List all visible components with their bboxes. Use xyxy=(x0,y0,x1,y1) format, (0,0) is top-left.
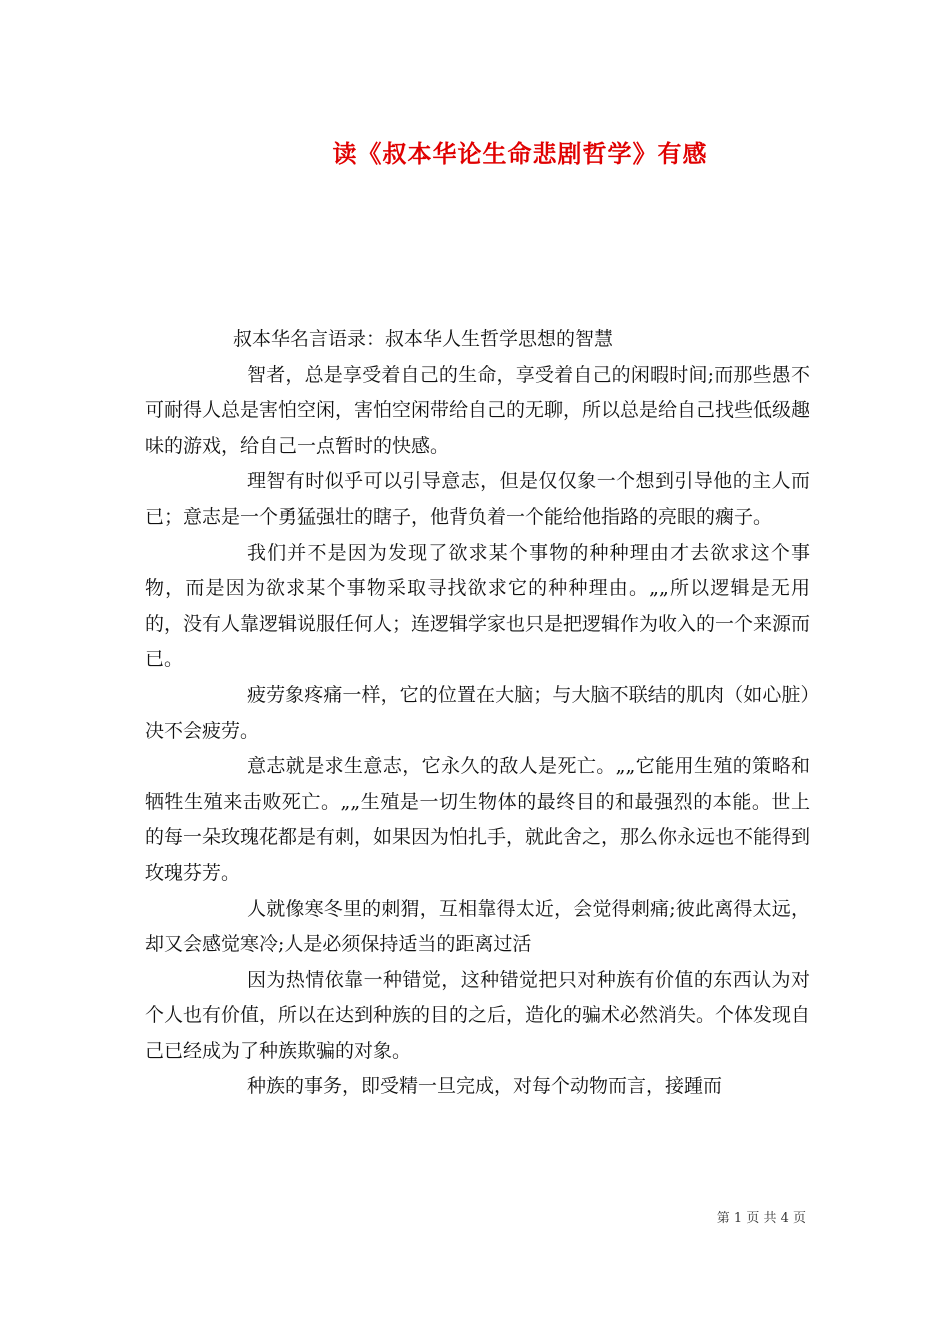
paragraph-2: 智者，总是享受着自己的生命，享受着自己的闲暇时间;而那些愚不可耐得人总是害怕空闲，害怕空闲带给自己的无聊，所以总是给自己找些低级趣味的游戏，给自己一点暂时的快感。 xyxy=(145,363,811,457)
paragraph-4: 我们并不是因为发现了欲求某个事物的种种理由才去欲求这个事物，而是因为欲求某个事物采取寻找欲求它的种种理由。„„所以逻辑是无用的，没有人靠逻辑说服任何人；连逻辑学家也只是把逻辑作为收入的一个来源而已。 xyxy=(145,541,811,671)
document-body xyxy=(145,322,810,1105)
paragraph-6: 意志就是求生意志，它永久的敌人是死亡。„„它能用生殖的策略和牺牲生殖来击败死亡。„„生殖是一切生物体的最终目的和最强烈的本能。世上的每一朵玫瑰花都是有刺，如果因为怕扎手，就此舍之，那么你永远也不能得到玫瑰芬芳。 xyxy=(145,755,811,884)
document-title: 读《叔本华论生命悲剧哲学》有感 xyxy=(332,139,708,168)
paragraph-9: 种族的事务，即受精一旦完成，对每个动物而言，接踵而 xyxy=(247,1075,723,1098)
paragraph-8: 因为热情依靠一种错觉，这种错觉把只对种族有价值的东西认为对个人也有价值，所以在达到种族的目的之后，造化的骗术必然消失。个体发现自己已经成为了种族欺骗的对象。 xyxy=(145,968,811,1062)
paragraph-1: 叔本华名言语录：叔本华人生哲学思想的智慧 xyxy=(233,328,614,350)
paragraph-5: 疲劳象疼痛一样，它的位置在大脑；与大脑不联结的肌肉（如心脏）决不会疲劳。 xyxy=(145,683,810,742)
page-number-footer: 第 1 页 共 4 页 xyxy=(716,1211,806,1226)
paragraph-3: 理智有时似乎可以引导意志，但是仅仅象一个想到引导他的主人而已；意志是一个勇猛强壮的瞎子，他背负着一个能给他指路的亮眼的瘸子。 xyxy=(145,470,810,528)
paragraph-7: 人就像寒冬里的刺猬，互相靠得太近，会觉得刺痛;彼此离得太远，却又会感觉寒冷;人是必须保持适当的距离过活 xyxy=(145,897,810,956)
